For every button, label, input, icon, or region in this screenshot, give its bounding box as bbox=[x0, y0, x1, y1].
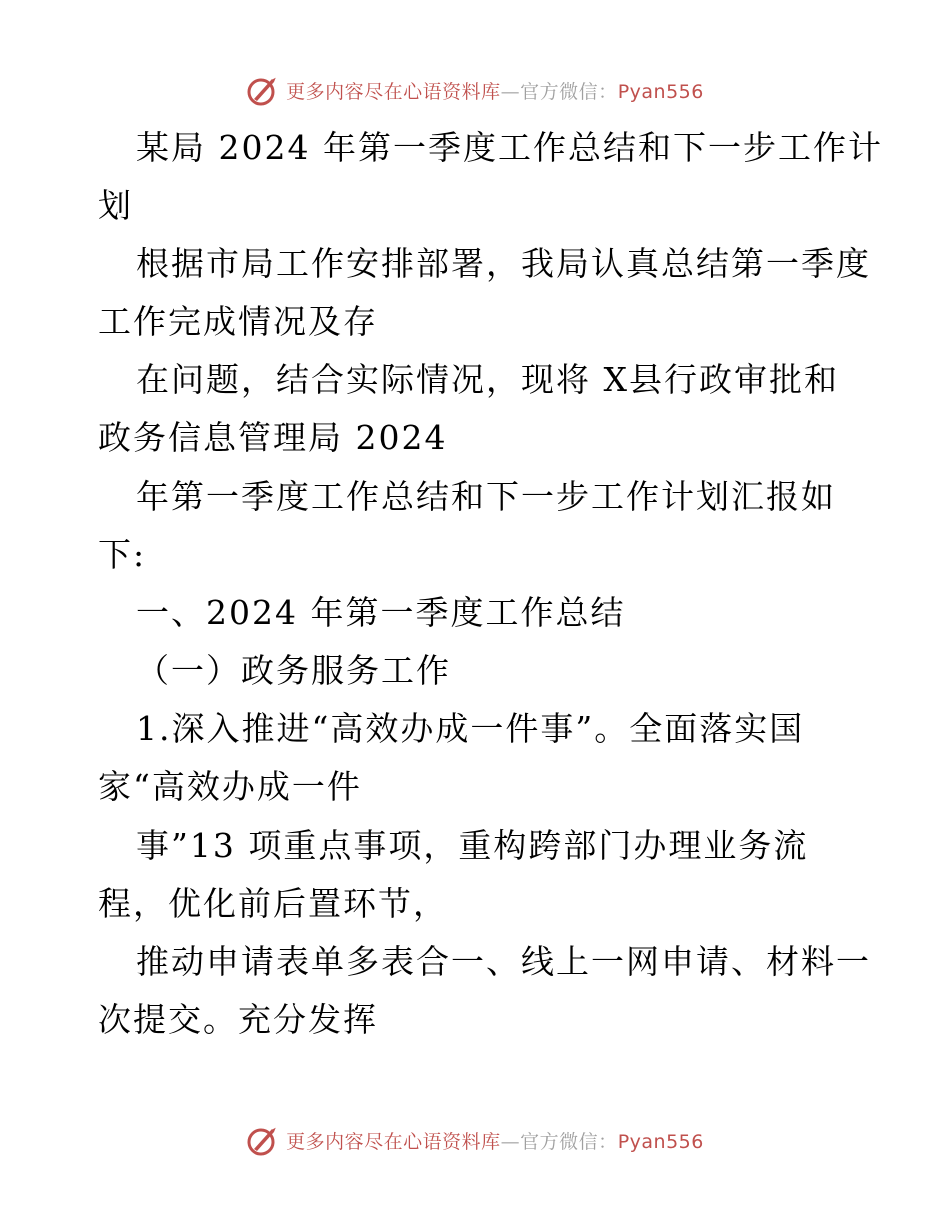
title-line-2: 划 bbox=[98, 186, 133, 225]
paragraph-line: 次提交。充分发挥 bbox=[98, 1000, 378, 1039]
watermark-label: 官方微信： bbox=[520, 1130, 618, 1153]
paragraph-line: 家“高效办成一件 bbox=[98, 767, 362, 806]
watermark-id: Pyan556 bbox=[617, 1130, 704, 1153]
paragraph-line: 下: bbox=[98, 535, 147, 574]
footer-watermark bbox=[0, 1120, 950, 1160]
paragraph-line: 工作完成情况及存 bbox=[98, 302, 378, 341]
paragraph-line: 推动申请表单多表合一、线上一网申请、材料一 bbox=[136, 942, 871, 981]
section-heading: 一、2024 年第一季度工作总结 bbox=[136, 593, 626, 632]
paragraph-line: 根据市局工作安排部署，我局认真总结第一季度 bbox=[136, 244, 871, 283]
paragraph-line: 1.深入推进“高效办成一件事”。全面落实国 bbox=[136, 709, 805, 748]
title-line-1: 某局 2024 年第一季度工作总结和下一步工作计 bbox=[136, 128, 883, 167]
watermark-dash: — bbox=[500, 1130, 521, 1153]
watermark-label: 官方微信： bbox=[520, 80, 618, 103]
paragraph-line: 在问题，结合实际情况，现将 X县行政审批和 bbox=[136, 360, 839, 399]
paragraph-line: 事”13 项重点事项，重构跨部门办理业务流 bbox=[136, 826, 809, 865]
watermark-brand: 更多内容尽在心语资料库 bbox=[286, 1130, 501, 1153]
paragraph-line: 程，优化前后置环节， bbox=[98, 884, 448, 923]
quill-logo-icon bbox=[246, 1123, 280, 1157]
paragraph-line: 政务信息管理局 2024 bbox=[98, 418, 448, 457]
watermark-text bbox=[286, 1127, 704, 1154]
subsection-heading: （一）政务服务工作 bbox=[136, 651, 451, 690]
paragraph-line: 年第一季度工作总结和下一步工作计划汇报如 bbox=[136, 477, 836, 516]
watermark-dash: — bbox=[500, 80, 521, 103]
watermark-id: Pyan556 bbox=[617, 80, 704, 103]
watermark-brand: 更多内容尽在心语资料库 bbox=[286, 80, 501, 103]
